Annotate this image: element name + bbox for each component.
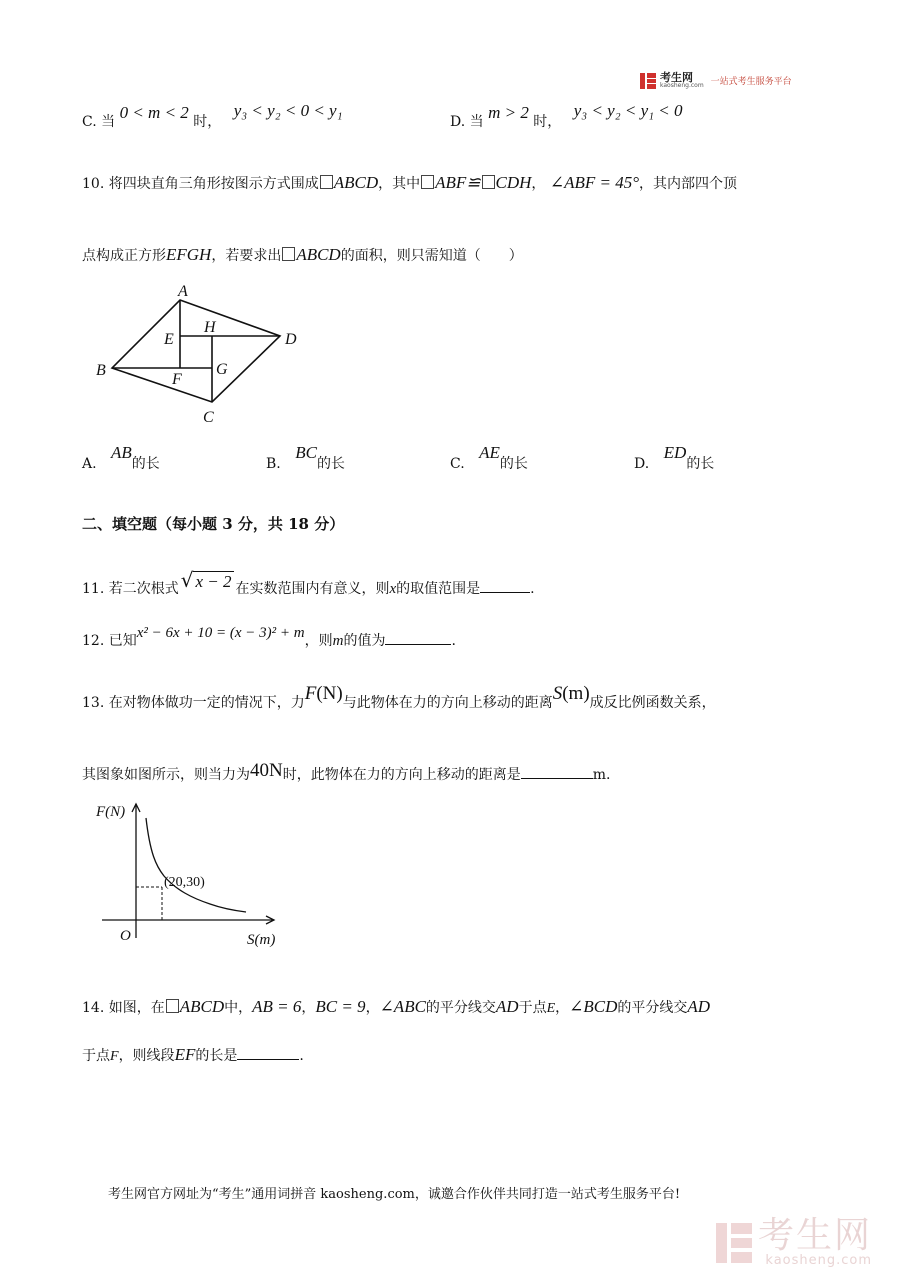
text: ，其内部四个顶 (639, 176, 738, 192)
q13-line2 (82, 760, 611, 783)
footer-text: 考生网官方网址为“考生”通用词拼音 kaosheng.com，诚邀合作伙伴共同打造一站式考生服务平台! (108, 1187, 681, 1202)
math-abcd: ABCD (333, 173, 379, 192)
unit-m: (m) (562, 683, 590, 704)
graph-x-label: S(m) (247, 932, 276, 948)
text: 如图，在 (108, 1000, 165, 1016)
answer-blank[interactable] (237, 1049, 299, 1060)
condition-expr: m > 2 (488, 103, 529, 122)
label-h: H (204, 319, 216, 336)
text: 点构成正方形 (82, 248, 166, 264)
q10-option-b (266, 443, 345, 472)
math-bc: BC = 9 (315, 997, 366, 1016)
q9-option-d (450, 101, 683, 130)
option-label: A. (82, 456, 97, 472)
math-ef: EF (174, 1045, 196, 1064)
option-suffix: 的长 (686, 456, 715, 472)
text: ，则 (304, 633, 333, 649)
logo-text-en: kaosheng.com (660, 82, 704, 89)
answer-blank[interactable] (480, 582, 530, 593)
text: 的长是 (195, 1048, 238, 1064)
q13-line1 (82, 683, 716, 711)
question-number: 11. (82, 581, 105, 597)
option-suffix: 的长 (316, 456, 345, 472)
text: ， (301, 1000, 316, 1016)
text: ，其中 (378, 176, 421, 192)
unit-n: (N) (316, 683, 343, 704)
math-efgh: EFGH (166, 245, 212, 264)
distance-unit (552, 683, 590, 704)
text: 时， (533, 114, 562, 130)
text: ，若要求出 (211, 248, 282, 264)
option-suffix: 的长 (499, 456, 528, 472)
text: 在对物体做功一定的情况下，力 (108, 695, 305, 711)
math-x: x (389, 581, 397, 597)
logo-slogan: 一站式考生服务平台 (710, 77, 792, 87)
text: 的取值范围是 (396, 581, 481, 597)
q10-line2 (82, 246, 523, 263)
question-number: 10. (82, 176, 105, 192)
text: 在实数范围内有意义，则 (235, 581, 390, 597)
sqrt-expression (181, 570, 234, 590)
option-expr: AE (479, 443, 500, 462)
text: ，则线段 (118, 1048, 175, 1064)
text: ， (365, 1000, 380, 1016)
math-angle-abc: ∠ABC (379, 997, 426, 1016)
math-abcd: ABCD (179, 997, 225, 1016)
option-label: D. (450, 114, 466, 130)
answer-blank[interactable] (521, 768, 593, 779)
triangle-symbol-icon (421, 175, 434, 189)
text: 的平分线交 (617, 1000, 688, 1016)
parallelogram-symbol-icon (166, 999, 179, 1013)
math-equation: x² − 6x + 10 = (x − 3)² + m (136, 625, 305, 641)
condition-expr: 0 < m < 2 (119, 103, 189, 122)
label-d: D (285, 331, 297, 348)
parallelogram-symbol-icon (282, 247, 295, 261)
math-angle: ∠ABF = 45° (549, 173, 640, 192)
math-abcd: ABCD (296, 245, 341, 264)
option-label: C. (82, 114, 97, 130)
question-number: 14. (82, 1000, 105, 1016)
q13-graph (92, 798, 292, 950)
q14-line1 (82, 998, 710, 1016)
option-expr: BC (295, 443, 317, 462)
quadrilateral-abcd (112, 300, 280, 402)
math-f: F (304, 683, 317, 704)
graph-origin: O (120, 928, 131, 944)
text: m. (592, 767, 611, 783)
q10-option-c (450, 443, 528, 472)
label-b: B (96, 362, 106, 379)
q10-option-a (82, 443, 160, 472)
force-value: 40N (250, 760, 283, 781)
inequality-expr: y₃ < y₂ < 0 < y₁ (233, 101, 343, 120)
text: 的值为 (343, 633, 386, 649)
inequality-expr: y₃ < y₂ < y₁ < 0 (573, 101, 683, 120)
triangle-symbol-icon (482, 175, 495, 189)
math-e: E (546, 1001, 556, 1016)
kaosheng-logo-icon (640, 73, 656, 89)
math-congruence: ABF≌ (435, 173, 481, 192)
logo-text (660, 72, 704, 89)
math-ad: AD (495, 997, 519, 1016)
text: ， (531, 176, 546, 192)
math-ab: AB = 6 (252, 997, 302, 1016)
label-c: C (203, 409, 214, 426)
math-angle-bcd: ∠BCD (569, 997, 618, 1016)
watermark-en: kaosheng.com (765, 1253, 873, 1268)
section-title: 二、填空题（每小题 3 分，共 18 分） (82, 515, 345, 533)
force-unit (304, 683, 343, 704)
text: . (299, 1048, 304, 1064)
q9-option-c (82, 101, 343, 130)
watermark (716, 1215, 873, 1268)
option-label: C. (450, 456, 465, 472)
label-a: A (178, 283, 188, 300)
text: 的面积，则只需知道（ ） (340, 248, 523, 264)
text: ， (555, 1000, 570, 1016)
option-label: D. (634, 456, 650, 472)
text: 时， (193, 114, 222, 130)
text: 当 (469, 114, 484, 130)
q14-line2 (82, 1046, 304, 1064)
logo-text-cn: 考生网 (660, 71, 693, 84)
text: 于点 (518, 1000, 547, 1016)
text: 的平分线交 (425, 1000, 496, 1016)
q10-option-d (634, 443, 715, 472)
option-expr: ED (663, 443, 687, 462)
text: 其图象如图所示，则当力为 (82, 767, 250, 783)
label-g: G (216, 361, 228, 378)
radicand: x − 2 (195, 572, 232, 591)
q10-line1 (82, 174, 737, 191)
text: . (451, 633, 456, 649)
q10-figure (90, 282, 320, 432)
sqrt-symbol-icon: √ (180, 568, 194, 592)
option-label: B. (266, 456, 281, 472)
answer-blank[interactable] (385, 634, 451, 645)
math-ad: AD (687, 997, 711, 1016)
math-s: S (552, 683, 563, 704)
graph-point-label: (20,30) (164, 875, 205, 890)
question-number: 12. (82, 633, 105, 649)
text: 将四块直角三角形按图示方式围成 (108, 176, 319, 192)
watermark-text (758, 1215, 873, 1268)
text: 当 (101, 114, 116, 130)
text: 成反比例函数关系， (589, 695, 716, 711)
text: 于点 (82, 1048, 110, 1064)
question-number: 13. (82, 695, 105, 711)
watermark-cn: 考生网 (758, 1215, 873, 1256)
watermark-logo-icon (716, 1223, 752, 1263)
option-expr: AB (111, 443, 132, 462)
inverse-curve (146, 818, 246, 912)
parallelogram-symbol-icon (320, 175, 333, 189)
math-m: m (332, 633, 344, 649)
q12 (82, 625, 456, 649)
text: 与此物体在力的方向上移动的距离 (342, 695, 553, 711)
q11 (82, 568, 535, 597)
label-f: F (172, 371, 182, 388)
math-f: F (110, 1049, 119, 1064)
text: 若二次根式 (108, 581, 179, 597)
header-logo (640, 72, 792, 89)
text: . (530, 581, 535, 597)
text: 中， (224, 1000, 253, 1016)
label-e: E (164, 331, 174, 348)
text: 时，此物体在力的方向上移动的距离是 (282, 767, 521, 783)
text: 已知 (108, 633, 137, 649)
graph-y-label: F(N) (96, 804, 126, 820)
math-cdh: CDH (495, 173, 532, 192)
option-suffix: 的长 (131, 456, 160, 472)
